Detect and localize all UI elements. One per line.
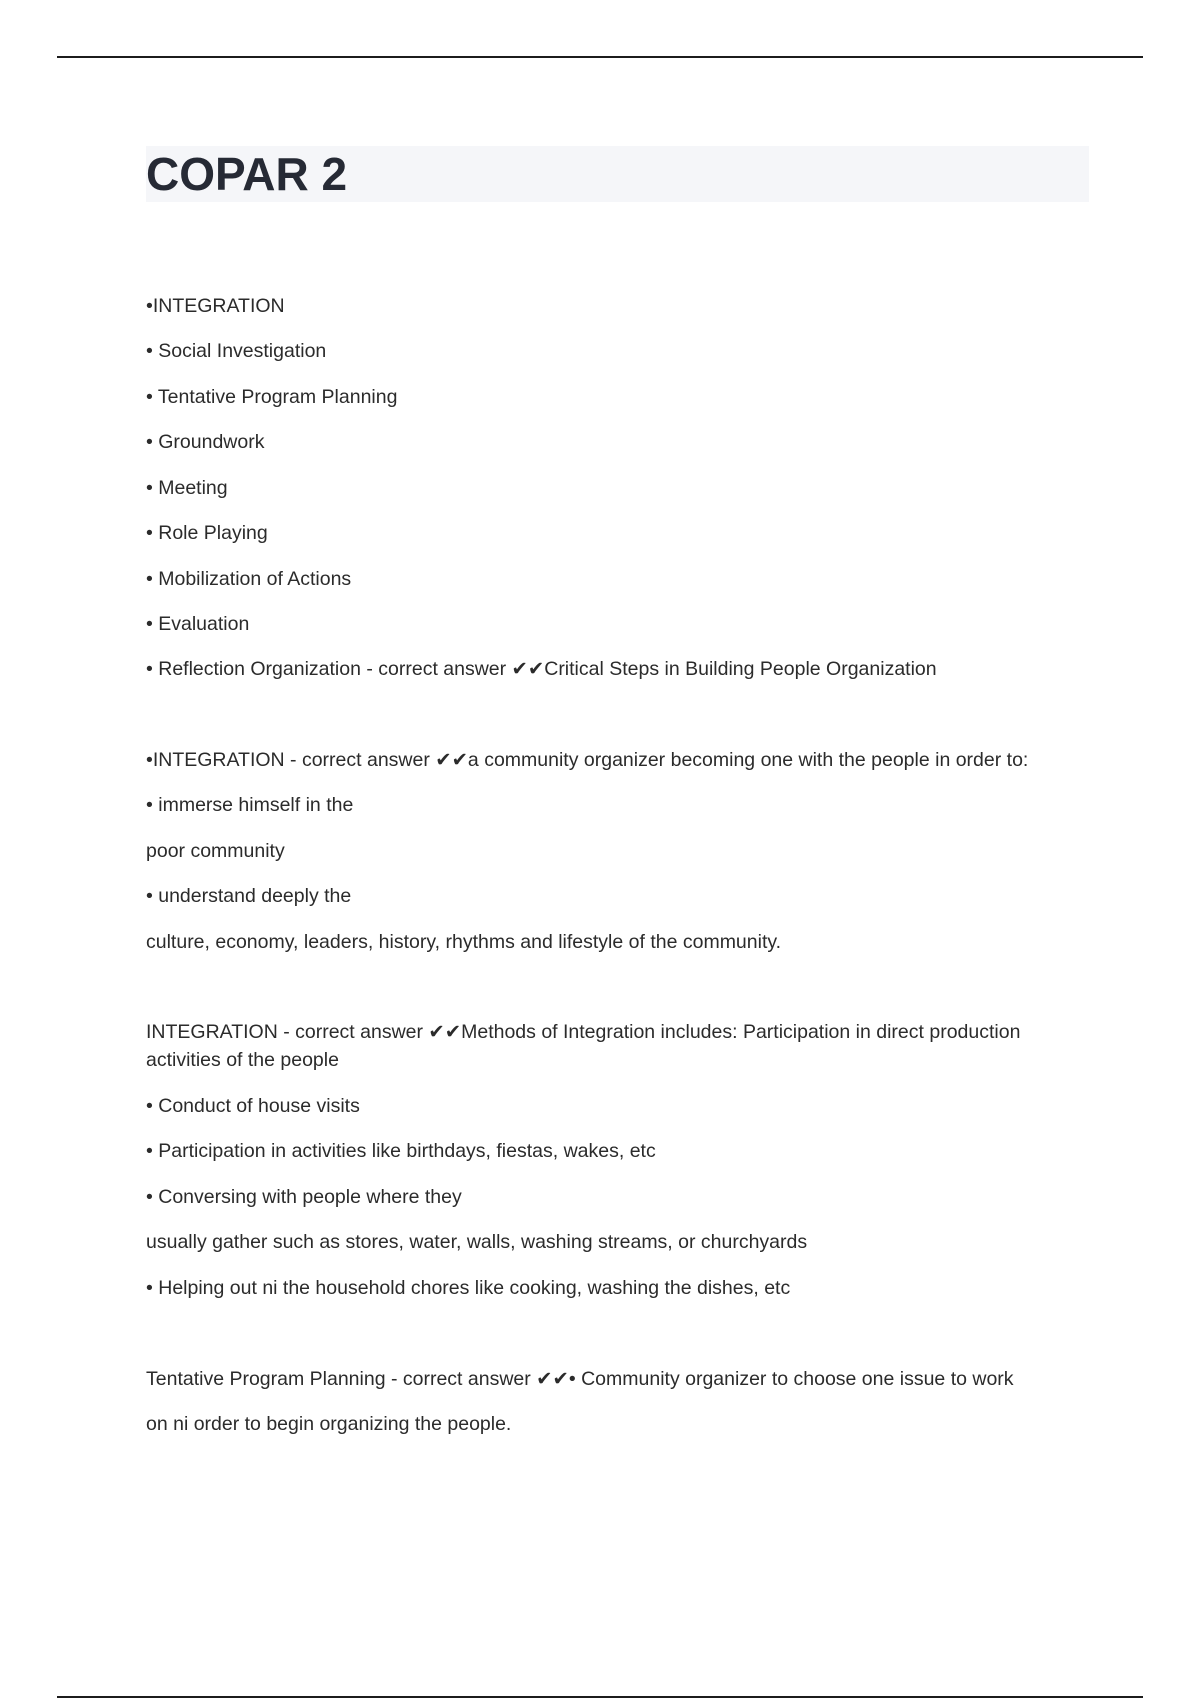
footer-rule	[57, 1696, 1143, 1698]
text-paragraph: INTEGRATION - correct answer ✔✔Methods of Integration includes: Participation in direct production activities of the people	[146, 1021, 1021, 1071]
text-line: • Helping out ni the household chores like cooking, washing the dishes, etc	[146, 1277, 791, 1299]
text-line: • Conversing with people where they	[146, 1186, 462, 1208]
text-line: • Meeting	[146, 477, 228, 499]
text-line: • Conduct of house visits	[146, 1095, 360, 1117]
text-line: • Participation in activities like birthdays, fiestas, wakes, etc	[146, 1140, 656, 1162]
text-line: usually gather such as stores, water, walls, washing streams, or churchyards	[146, 1231, 808, 1253]
text-line: • Reflection Organization - correct answer ✔✔Critical Steps in Building People Organization	[146, 658, 937, 680]
text-line: on ni order to begin organizing the people.	[146, 1413, 512, 1435]
text-line: • Tentative Program Planning	[146, 386, 398, 408]
header-rule	[57, 56, 1143, 58]
text-line: poor community	[146, 840, 285, 862]
text-line: • Evaluation	[146, 613, 250, 635]
text-line: • immerse himself in the	[146, 794, 354, 816]
text-line: • Mobilization of Actions	[146, 568, 352, 590]
text-line: • Social Investigation	[146, 340, 327, 362]
page-title: COPAR 2	[146, 148, 348, 200]
text-line: • understand deeply the	[146, 885, 352, 907]
text-line: •INTEGRATION	[146, 295, 285, 317]
text-line: Tentative Program Planning - correct answer ✔✔• Community organizer to choose one issue to work	[146, 1368, 1014, 1390]
text-line: culture, economy, leaders, history, rhythms and lifestyle of the community.	[146, 931, 782, 953]
text-line: •INTEGRATION - correct answer ✔✔a community organizer becoming one with the people in order to:	[146, 749, 1029, 771]
text-line: • Groundwork	[146, 431, 265, 453]
text-line: • Role Playing	[146, 522, 268, 544]
